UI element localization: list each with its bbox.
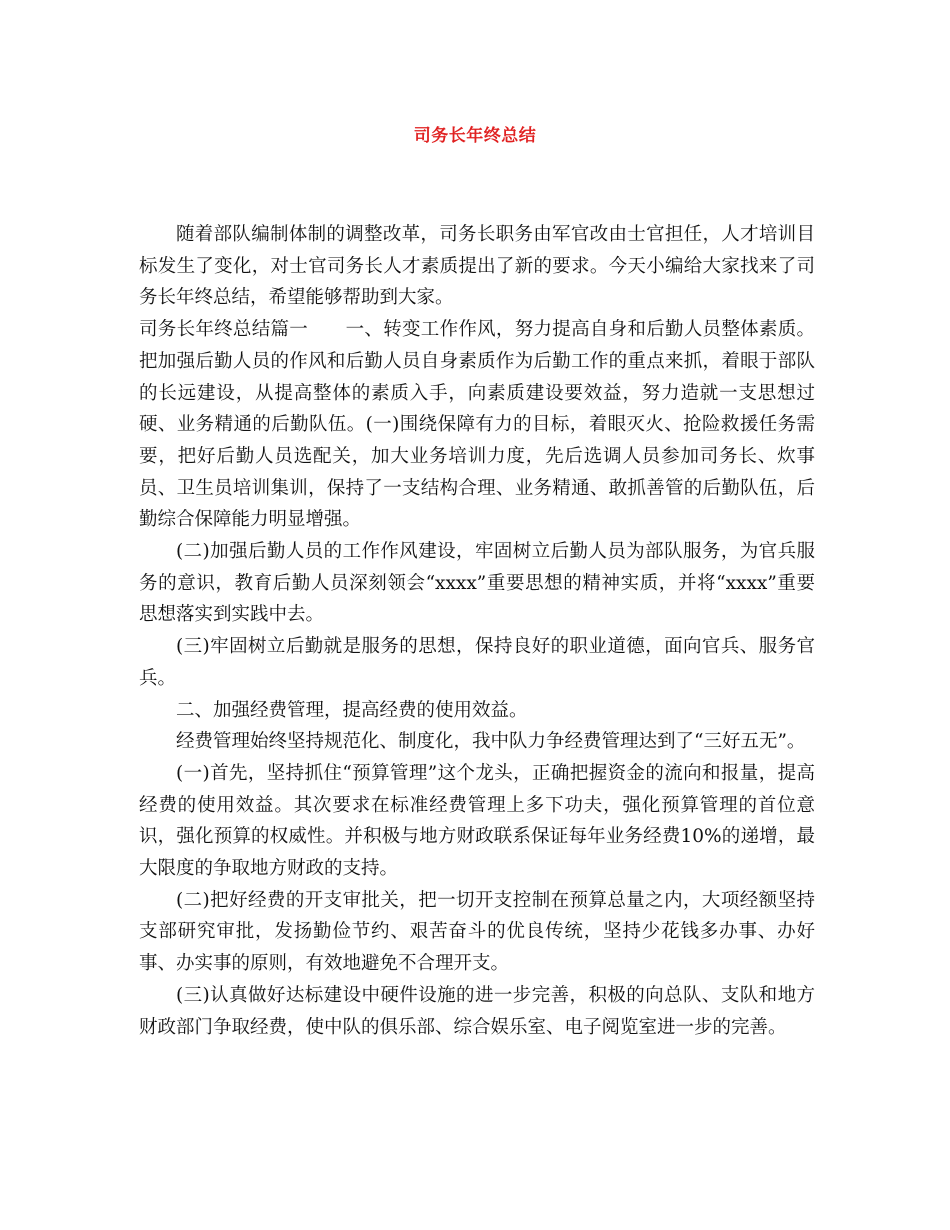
paragraph: (二)把好经费的开支审批关，把一切开支控制在预算总量之内，大项经额坚持支部研究审批，发扬勤俭节约、艰苦奋斗的优良传统，坚持少花钱多办事、办好事、办实事的原则，有效地避免不合理开支。 xyxy=(139,889,815,975)
paragraph: 司务长年终总结篇一 一、转变工作作风，努力提高自身和后勤人员整体素质。把加强后勤人员的作风和后勤人员自身素质作为后勤工作的重点来抓，着眼于部队的长远建设，从提高整体的素质入手，向素质建设要效益，努力造就一支思想过硬、业务精通的后勤队伍。(一)围绕保障有力的目标，着眼灭火、抢险救援任务需要，把好后勤人员选配关，加大业务培训力度，先后选调人员参加司务长、炊事员、卫生员培训集训，保持了一支结构合理、业务精通、敢抓善管的后勤队伍，后勤综合保障能力明显增强。 xyxy=(139,319,815,531)
document-title: 司务长年终总结 xyxy=(413,126,537,146)
paragraph: (三)牢固树立后勤就是服务的思想，保持良好的职业道德，面向官兵、服务官兵。 xyxy=(139,636,815,689)
paragraph: 二、加强经费管理，提高经费的使用效益。 xyxy=(176,699,528,721)
paragraph: (一)首先，坚持抓住“预算管理”这个龙头，正确把握资金的流向和报量，提高经费的使用效益。其次要求在标准经费管理上多下功夫，强化预算管理的首位意识，强化预算的权威性。并积极与地方财政联系保证每年业务经费10%的递增，最大限度的争取地方财政的支持。 xyxy=(139,762,815,880)
paragraph: 随着部队编制体制的调整改革，司务长职务由军官改由士官担任，人才培训目标发生了变化，对士官司务长人才素质提出了新的要求。今天小编给大家找来了司务长年终总结，希望能够帮助到大家。 xyxy=(139,224,815,309)
paragraph: (二)加强后勤人员的工作作风建设，牢固树立后勤人员为部队服务，为官兵服务的意识，教育后勤人员深刻领会“xxxx”重要思想的精神实质，并将“xxxx”重要思想落实到实践中去。 xyxy=(139,541,815,626)
paragraph: 经费管理始终坚持规范化、制度化，我中队力争经费管理达到了“三好五无”。 xyxy=(176,731,806,753)
document-body xyxy=(139,219,815,1043)
paragraph: (三)认真做好达标建设中硬件设施的进一步完善，积极的向总队、支队和地方财政部门争取经费，使中队的俱乐部、综合娱乐室、电子阅览室进一步的完善。 xyxy=(139,984,815,1038)
